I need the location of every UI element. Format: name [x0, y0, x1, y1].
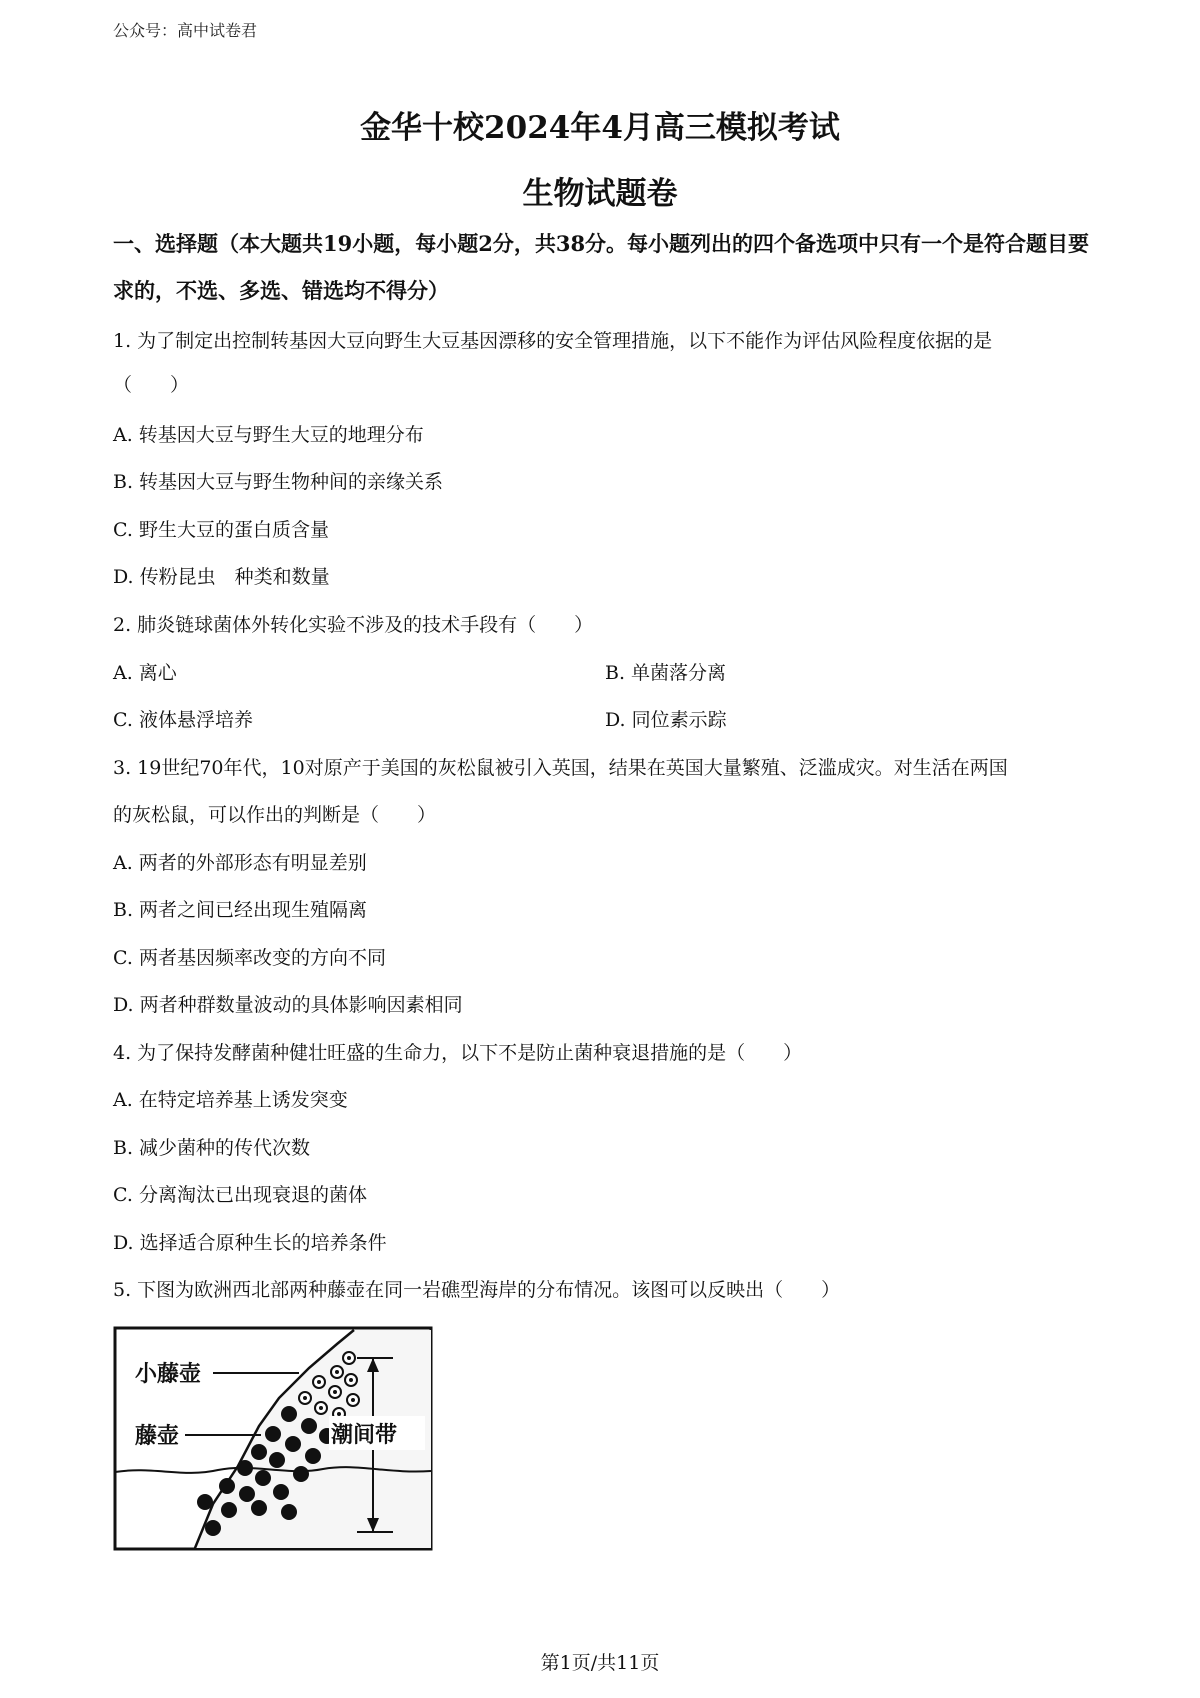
- question-1-option-a: A. 转基因大豆与野生大豆的地理分布: [113, 424, 424, 446]
- barnacle: [285, 1436, 301, 1452]
- barnacle: [197, 1494, 213, 1510]
- exam-subtitle: 生物试题卷: [522, 176, 678, 212]
- question-4-option-a: A. 在特定培养基上诱发突变: [113, 1089, 348, 1111]
- barnacle-distribution-figure: [113, 1326, 433, 1551]
- barnacle-label: 藤壶: [135, 1424, 180, 1449]
- question-3-option-c: C. 两者基因频率改变的方向不同: [113, 947, 386, 969]
- question-2-option-c: C. 液体悬浮培养: [113, 709, 253, 731]
- question-4-stem: 4. 为了保持发酵菌种健壮旺盛的生命力，以下不是防止菌种衰退措施的是（ ）: [113, 1042, 803, 1064]
- question-2-option-d: D. 同位素示踪: [605, 709, 727, 731]
- barnacle: [237, 1460, 253, 1476]
- question-2-stem: 2. 肺炎链球菌体外转化实验不涉及的技术手段有（ ）: [113, 614, 594, 636]
- barnacle: [239, 1486, 255, 1502]
- barnacle: [251, 1500, 267, 1516]
- barnacle: [265, 1426, 281, 1442]
- barnacle: [221, 1502, 237, 1518]
- barnacle: [269, 1452, 285, 1468]
- wechat-account-label: 公众号：高中试卷君: [113, 21, 258, 40]
- barnacle: [293, 1466, 309, 1482]
- barnacle: [281, 1406, 297, 1422]
- question-2-option-b: B. 单菌落分离: [605, 662, 727, 684]
- question-3-option-a: A. 两者的外部形态有明显差别: [113, 852, 367, 874]
- question-4-option-d: D. 选择适合原种生长的培养条件: [113, 1232, 387, 1254]
- question-2-option-a: A. 离心: [113, 662, 177, 684]
- question-3-stem: 3. 19世纪70年代，10对原产于美国的灰松鼠被引入英国，结果在英国大量繁殖、泛滥成灾。对生活在两国: [113, 757, 1008, 779]
- question-1-option-c: C. 野生大豆的蛋白质含量: [113, 519, 329, 541]
- small-barnacle-label: 小藤壶: [135, 1362, 202, 1387]
- page-number: 第1页/共11页: [540, 1652, 660, 1674]
- barnacle: [281, 1504, 297, 1520]
- section-heading: 一、选择题（本大题共19小题，每小题2分，共38分。每小题列出的四个备选项中只有一个是符合题目要求的，不选、多选、错选均不得分）: [113, 231, 1090, 303]
- question-3-option-b: B. 两者之间已经出现生殖隔离: [113, 899, 368, 921]
- question-3-option-d: D. 两者种群数量波动的具体影响因素相同: [113, 994, 463, 1016]
- question-1-stem: 1. 为了制定出控制转基因大豆向野生大豆基因漂移的安全管理措施，以下不能作为评估风险程度依据的是: [113, 330, 993, 352]
- question-1-blank: （ ）: [113, 374, 190, 396]
- barnacle: [301, 1418, 317, 1434]
- exam-title: 金华十校2024年4月高三模拟考试: [360, 110, 840, 146]
- barnacle: [305, 1448, 321, 1464]
- question-1-option-d: D. 传粉昆虫 种类和数量: [113, 566, 330, 588]
- question-5-stem: 5. 下图为欧洲西北部两种藤壶在同一岩礁型海岸的分布情况。该图可以反映出（ ）: [113, 1279, 841, 1301]
- question-4-option-b: B. 减少菌种的传代次数: [113, 1137, 311, 1159]
- question-3-stem-cont: 的灰松鼠，可以作出的判断是（ ）: [113, 804, 437, 826]
- question-4-option-c: C. 分离淘汰已出现衰退的菌体: [113, 1184, 367, 1206]
- question-1-option-b: B. 转基因大豆与野生物种间的亲缘关系: [113, 471, 444, 493]
- barnacle: [273, 1484, 289, 1500]
- barnacle: [219, 1478, 235, 1494]
- barnacle: [205, 1520, 221, 1536]
- intertidal-zone-label: 潮间带: [331, 1423, 398, 1448]
- barnacle: [251, 1444, 267, 1460]
- barnacle: [255, 1470, 271, 1486]
